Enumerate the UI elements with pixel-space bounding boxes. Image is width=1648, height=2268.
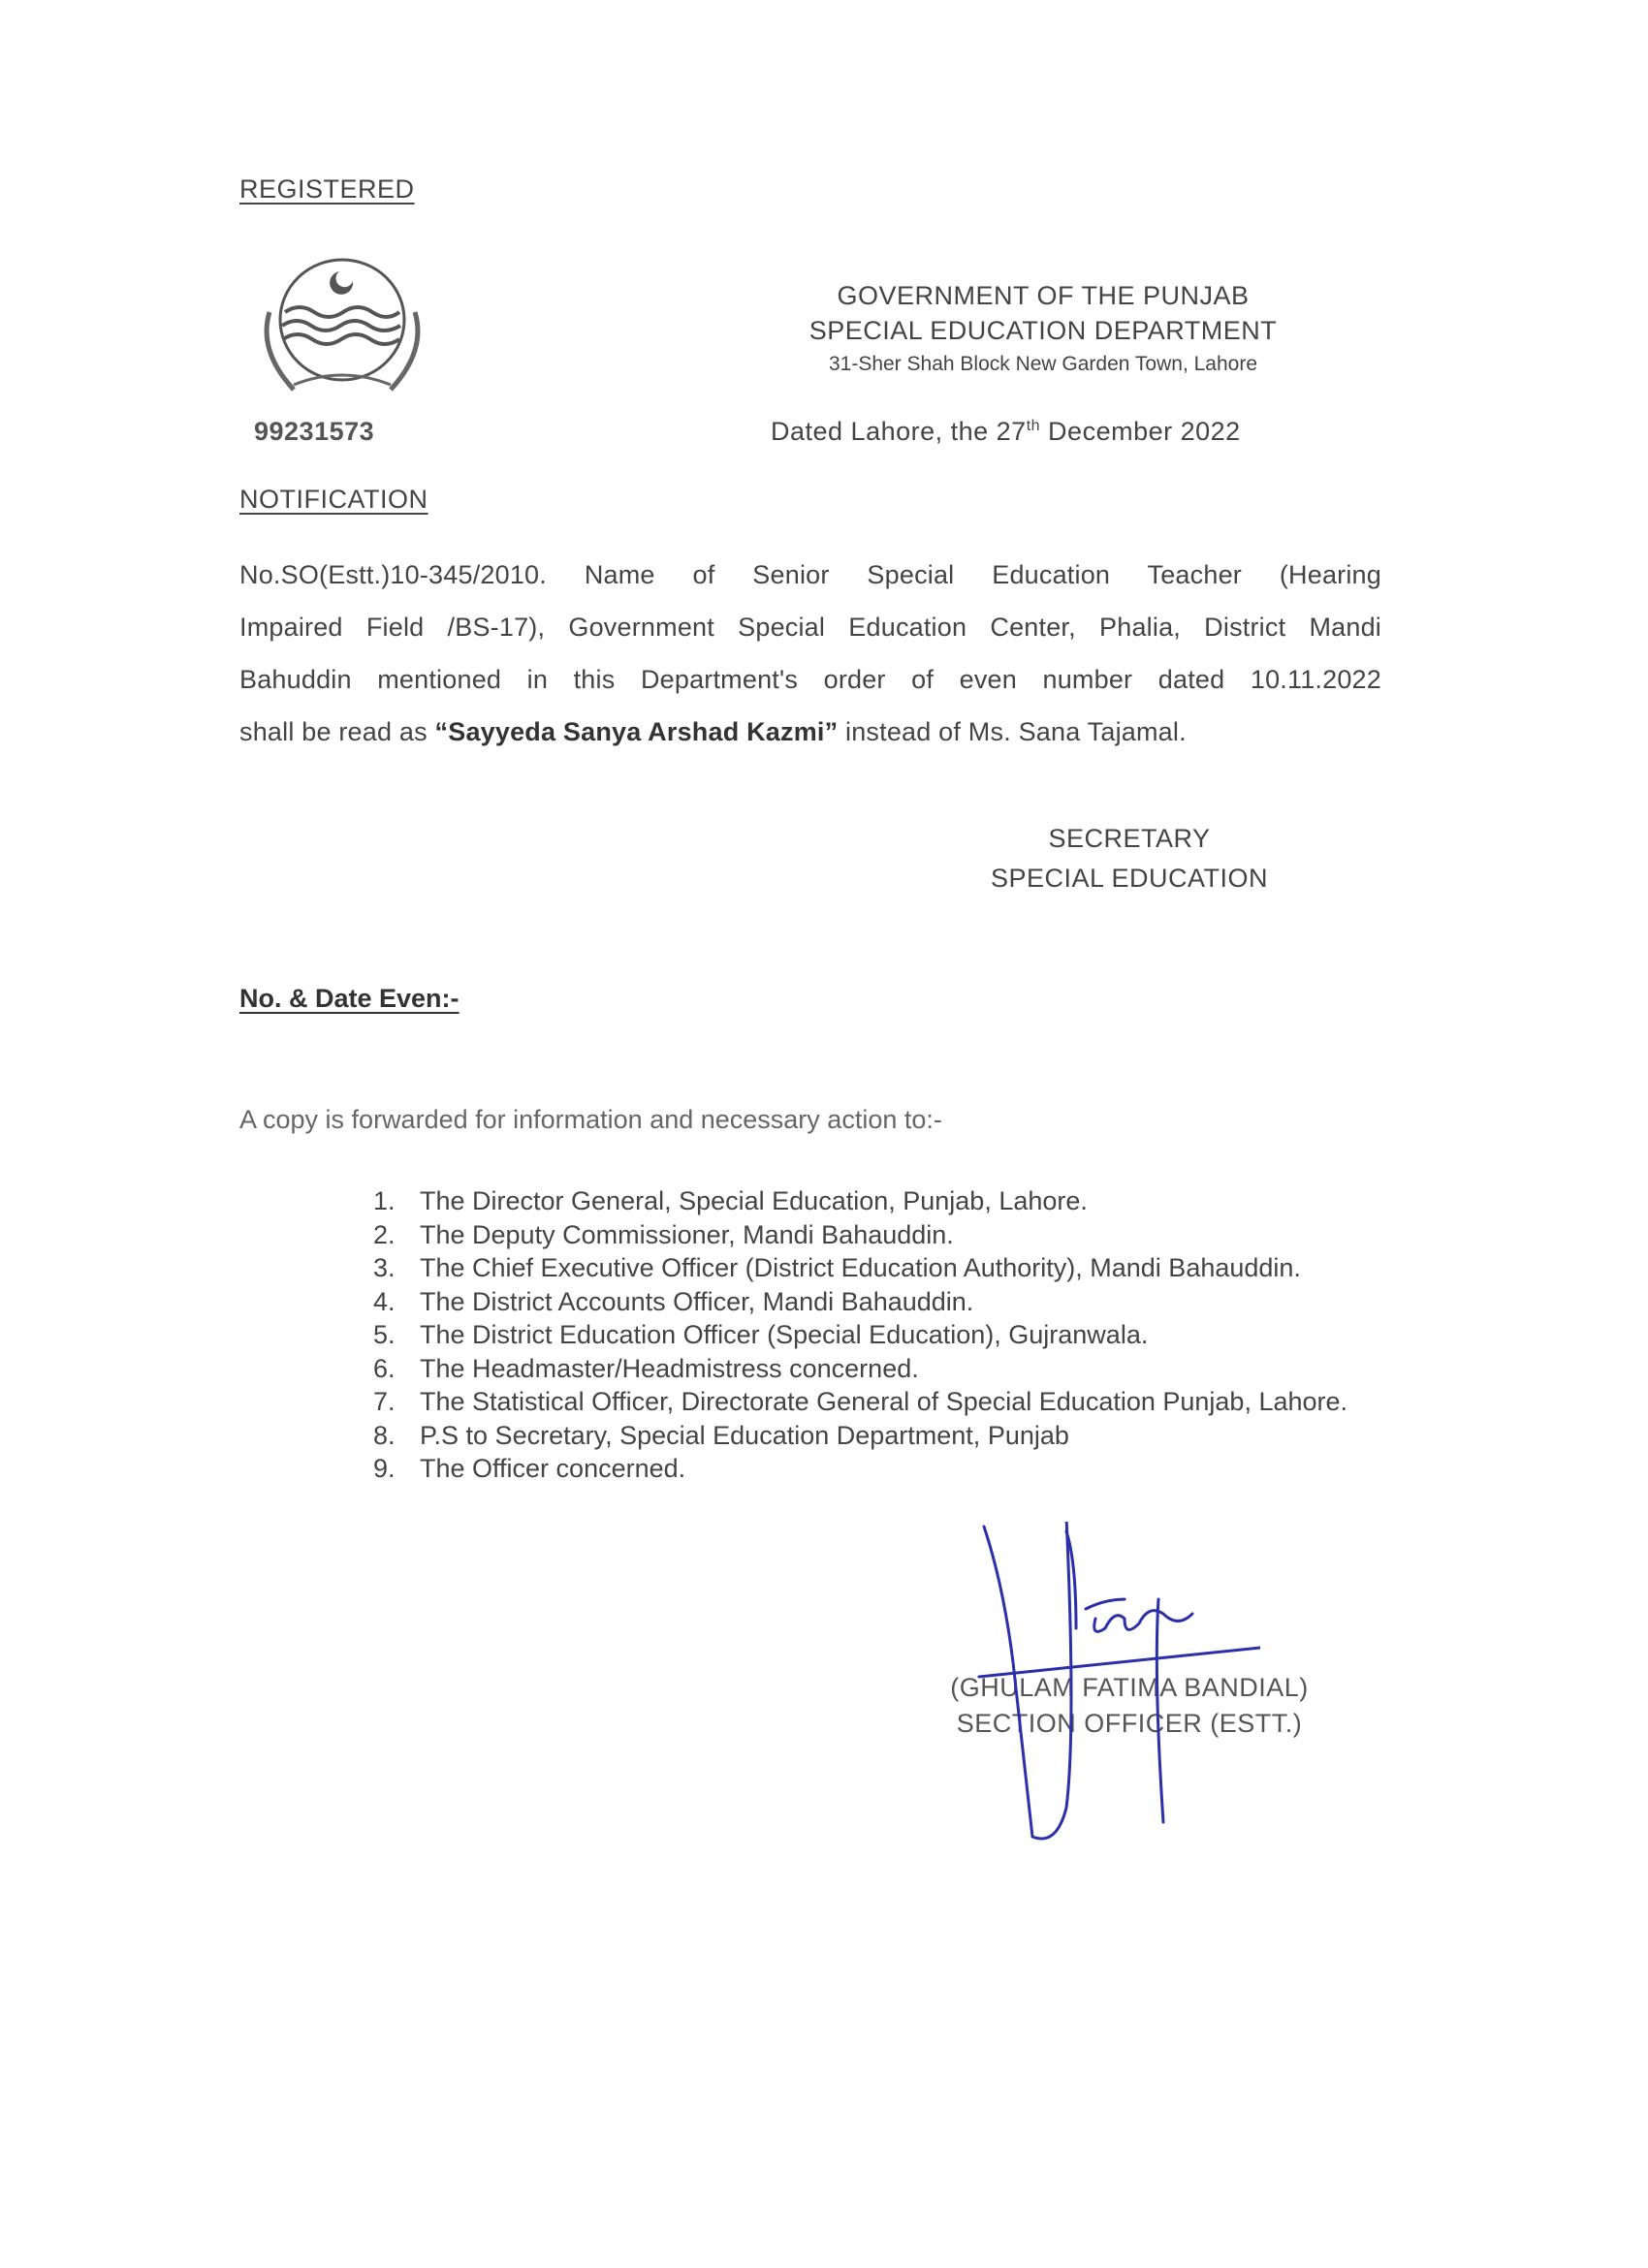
signatory-title: SECTION OFFICER (ESTT.) [956,1709,1303,1738]
recipient-text: P.S to Secretary, Special Education Department, Punjab [420,1420,1069,1450]
recipient-text: The District Education Officer (Special Education), Gujranwala. [420,1320,1149,1349]
recipient-text: The Statistical Officer, Directorate General of Special Education Punjab, Lahore. [420,1387,1348,1416]
punjab-emblem-logo [250,254,434,399]
recipient-item [373,1218,1381,1252]
recipient-text: The Headmaster/Headmistress concerned. [420,1353,919,1383]
recipient-number: 7. [373,1387,396,1416]
recipient-item [373,1184,1381,1218]
date-line [771,417,1241,447]
date-prefix: Dated Lahore, the 27 [771,417,1027,446]
recipient-number: 3. [373,1253,396,1282]
notification-title: NOTIFICATION [239,485,428,514]
recipient-list [373,1184,1381,1486]
recipient-item [373,1419,1381,1453]
recipient-number: 2. [373,1219,396,1249]
corrected-name: “Sayyeda Sanya Arshad Kazmi” [434,717,839,746]
recipient-text: The Director General, Special Education, Punjab, Lahore. [420,1186,1088,1215]
recipient-number: 5. [373,1320,396,1349]
copy-intro: A copy is forwarded for information and necessary action to:- [239,1105,942,1134]
recipient-item [373,1385,1381,1419]
body-line-4-pre: shall be read as [239,717,435,746]
body-line-3: Bahuddin mentioned in this Department's order of even number dated 10.11.2022 [239,665,1381,694]
signature [960,1522,1260,1851]
recipient-text: The District Accounts Officer, Mandi Bahauddin. [420,1286,974,1316]
date-sup: th [1026,418,1041,434]
recipient-number: 6. [373,1353,396,1383]
registered-label: REGISTERED [239,174,415,204]
secretary-title: SECRETARY [1048,824,1211,853]
header-government: GOVERNMENT OF THE PUNJAB [837,281,1250,310]
recipient-item [373,1251,1381,1285]
recipient-item [373,1352,1381,1386]
body-line-1: No.SO(Estt.)10-345/2010. Name of Senior Special Education Teacher (Hearing [239,560,1381,589]
body-line-2: Impaired Field /BS-17), Government Special Education Center, Phalia, District Mandi [239,613,1381,642]
recipient-text: The Deputy Commissioner, Mandi Bahauddin. [420,1219,954,1249]
recipient-number: 9. [373,1454,396,1483]
body-line-4 [239,706,1381,758]
notification-body [239,549,1381,758]
recipient-item [373,1318,1381,1352]
recipient-item [373,1285,1381,1319]
body-line-4-post: instead of Ms. Sana Tajamal. [838,717,1187,746]
recipient-text: The Officer concerned. [420,1454,686,1483]
secretary-dept: SPECIAL EDUCATION [990,864,1269,893]
recipient-number: 1. [373,1186,396,1215]
date-suffix: December 2022 [1040,417,1241,446]
recipient-text: The Chief Executive Officer (District Education Authority), Mandi Bahauddin. [420,1253,1301,1282]
reference-number: 99231573 [254,417,375,446]
signatory-name: (GHULAM FATIMA BANDIAL) [950,1673,1309,1702]
header-address: 31-Sher Shah Block New Garden Town, Lahore [828,353,1258,375]
header-department: SPECIAL EDUCATION DEPARTMENT [808,316,1278,345]
recipient-number: 8. [373,1420,396,1450]
recipient-number: 4. [373,1286,396,1316]
no-date-even: No. & Date Even:- [239,984,460,1013]
recipient-item [373,1452,1381,1486]
